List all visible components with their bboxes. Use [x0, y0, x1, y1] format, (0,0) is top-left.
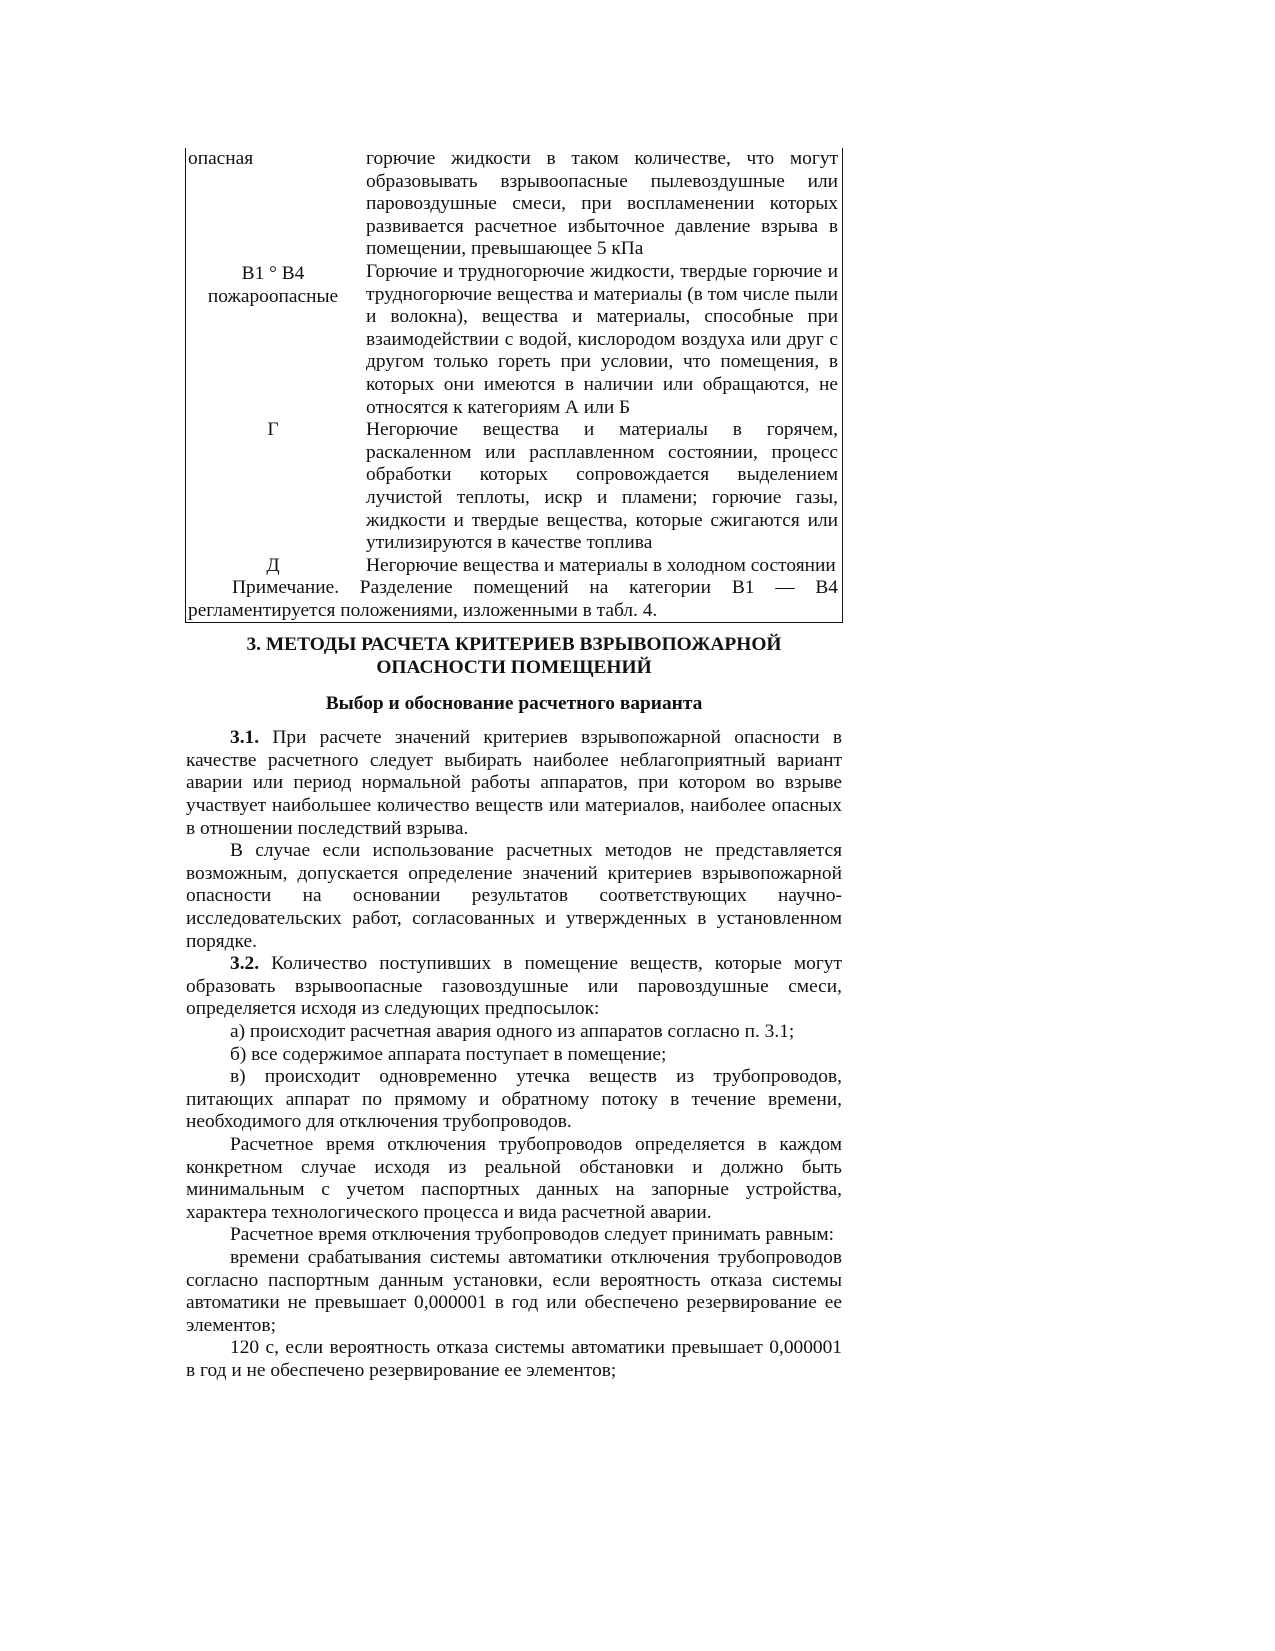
paragraph-3-2	[186, 953, 842, 1021]
table-note: Примечание. Разделение помещений на категории В1 — В4 регламентируется положениями, изложенными в табл. 4.	[188, 577, 838, 621]
paragraph: Расчетное время отключения трубопроводов следует принимать равным:	[230, 1224, 834, 1246]
list-item-c: в) происходит одновременно утечка веществ из трубопроводов, питающих аппарат по прямому и обратному потоку в течение времени, необходимого для отключения трубопроводов.	[186, 1066, 842, 1133]
category-cell: Д	[266, 554, 280, 576]
paragraph: Расчетное время отключения трубопроводов определяется в каждом конкретном случае исходя из реальной обстановки и должно быть минимальным с учетом паспортных данных на запорные устройства, характера технологического процесса и вида расчетной аварии.	[186, 1133, 842, 1223]
category-cell	[186, 261, 359, 419]
paragraph-text: При расчете значений критериев взрывопожарной опасности в качестве расчетного следует выбирать наиболее неблагоприятный вариант аварии или период нормальной работы аппаратов, при котором во взрыве участвует наибольшее количество веществ или материалов, наиболее опасных в отношении последствий взрыва.	[186, 727, 842, 839]
category-cell: опасная	[188, 148, 254, 169]
categories-table	[185, 148, 843, 623]
table-row	[186, 555, 843, 578]
description-cell: горючие жидкости в таком количестве, что могут образовывать взрывоопасные пылевоздушные или паровоздушные смеси, при воспламенении которых развивается расчетное избыточное давление взрыва в помещении, превышающее 5 кПа	[366, 148, 838, 260]
paragraph-3-1	[186, 727, 842, 840]
category-cell: Г	[267, 419, 279, 441]
table-row	[186, 419, 843, 555]
list-item-b: б) все содержимое аппарата поступает в помещение;	[230, 1043, 667, 1065]
paragraph: В случае если использование расчетных методов не представляется возможным, допускается определение значений критериев взрывопожарной опасности на основании результатов соответствующих научно-исследовательских работ, согласованных и утвержденных в установленном порядке.	[186, 840, 842, 952]
document-page	[186, 148, 842, 1382]
category-name: пожароопасные	[207, 285, 339, 307]
section-title: 3. МЕТОДЫ РАСЧЕТА КРИТЕРИЕВ ВЗРЫВОПОЖАРНОЙ ОПАСНОСТИ ПОМЕЩЕНИЙ	[246, 634, 782, 679]
list-item-a: а) происходит расчетная авария одного из аппаратов согласно п. 3.1;	[230, 1020, 795, 1042]
paragraph: 120 с, если вероятность отказа системы автоматики превышает 0,000001 в год и не обеспечено резервирование ее элементов;	[186, 1337, 842, 1381]
clause-number: 3.1.	[230, 727, 260, 749]
category-code: В1 ° В4	[241, 262, 305, 284]
paragraph: времени срабатывания системы автоматики отключения трубопроводов согласно паспортным данным установки, если вероятность отказа системы автоматики не превышает 0,000001 в год или обеспечено резервирование ее элементов;	[186, 1246, 842, 1336]
paragraph-text: Количество поступивших в помещение веществ, которые могут образовать взрывоопасные газовоздушные или паровоздушные смеси, определяется исходя из следующих предпосылок:	[186, 953, 842, 1020]
description-cell: Горючие и трудногорючие жидкости, твердые горючие и трудногорючие вещества и материалы (в том числе пыли и волокна), вещества и материалы, способные при взаимодействии с водой, кислородом воздуха или друг с другом только гореть при условии, что помещения, в которых они имеются в наличии или обращаются, не относятся к категориям А или Б	[366, 260, 838, 418]
table-row	[186, 148, 843, 261]
description-cell: Негорючие вещества и материалы в холодном состоянии	[366, 554, 836, 576]
section-subtitle: Выбор и обоснование расчетного варианта	[325, 692, 703, 714]
description-cell: Негорючие вещества и материалы в горячем, раскаленном или расплавленном состоянии, процесс обработки которых сопровождается выделением лучистой теплоты, искр и пламени; горючие газы, жидкости и твердые вещества, которые сжигаются или утилизируются в качестве топлива	[366, 419, 838, 554]
clause-number: 3.2.	[230, 953, 260, 975]
table-note-row	[186, 577, 843, 623]
table-row	[186, 261, 843, 419]
